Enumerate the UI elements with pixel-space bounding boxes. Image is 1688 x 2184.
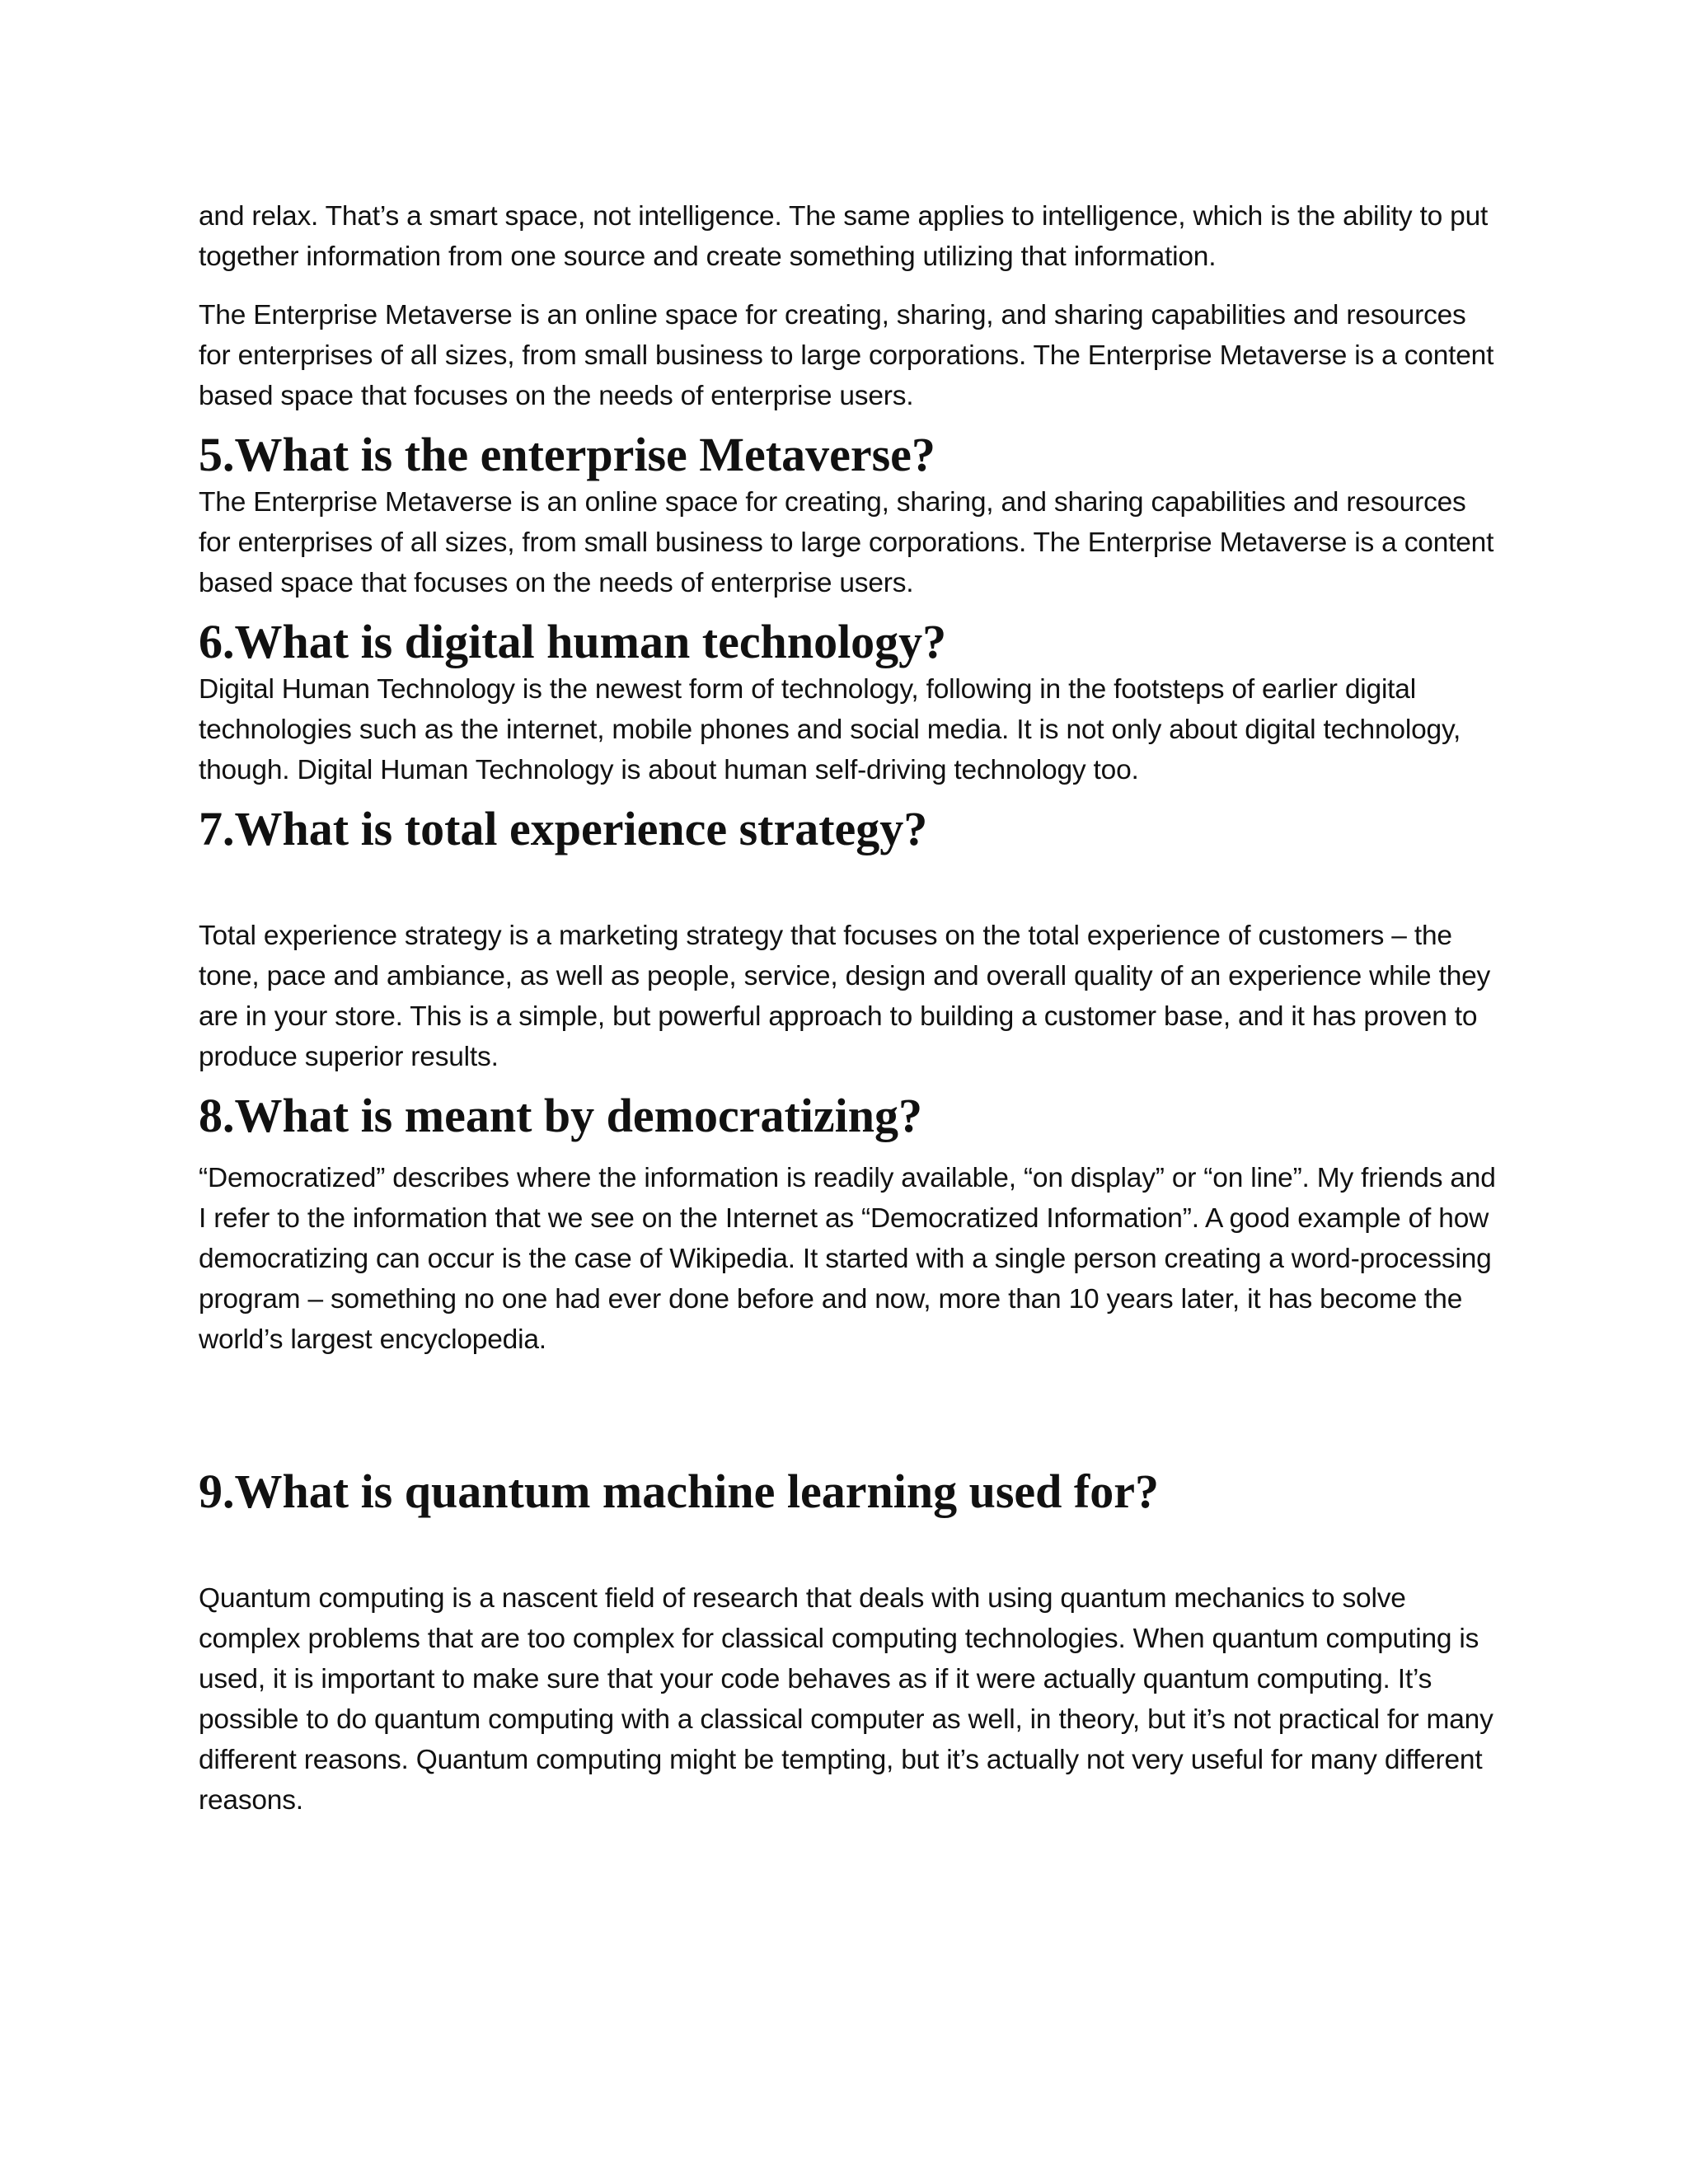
heading-q6-digital-human-technology: 6.What is digital human technology? (199, 615, 947, 668)
paragraph-q6-answer: Digital Human Technology is the newest form of technology, following in the footsteps of earlier digital technologies such as the internet, mobile phones and social media. It is not only about digital technology, though. Digital Human Technology is about human self-driving technology too. (199, 674, 1461, 785)
heading-q9-quantum-machine-learning: 9.What is quantum machine learning used for? (199, 1465, 1159, 1518)
paragraph-q7-answer: Total experience strategy is a marketing strategy that focuses on the total experience of customers – the tone, pace and ambiance, as well as people, service, design and overall quality of an experience while they are in your store. This is a simple, but powerful approach to building a customer base, and it has proven to produce superior results. (199, 921, 1491, 1072)
heading-q5-enterprise-metaverse: 5.What is the enterprise Metaverse? (199, 428, 935, 481)
paragraph-q5-answer: The Enterprise Metaverse is an online space for creating, sharing, and sharing capabilities and resources for enterprises of all sizes, from small business to large corporations. The Enterprise Metaverse is a content based space that focuses on the needs of enterprise users. (199, 487, 1494, 598)
paragraph-q9-answer: Quantum computing is a nascent field of research that deals with using quantum mechanics to solve complex problems that are too complex for classical computing technologies. When quantum computing is used, it is important to make sure that your code behaves as if it were actually quantum computing. It’s possible to do quantum computing with a classical computer as well, in theory, but it’s not practical for many different reasons. Quantum computing might be tempting, but it’s actually not very useful for many different reasons. (199, 1583, 1493, 1816)
paragraph-q8-answer: “Democratized” describes where the information is readily available, “on display” or “on line”. My friends and I refer to the information that we see on the Internet as “Democratized Information”. A good example of how democratizing can occur is the case of Wikipedia. It started with a single person creating a word-processing program – something no one had ever done before and now, more than 10 years later, it has become the world’s largest encyclopedia. (199, 1163, 1496, 1355)
paragraph-intro-smart-space: and relax. That’s a smart space, not intelligence. The same applies to intelligence, which is the ability to put together information from one source and create something utilizing that information. (199, 201, 1489, 272)
document-body (199, 196, 1501, 1839)
paragraph-enterprise-metaverse-intro: The Enterprise Metaverse is an online space for creating, sharing, and sharing capabilities and resources for enterprises of all sizes, from small business to large corporations. The Enterprise Metaverse is a content based space that focuses on the needs of enterprise users. (199, 300, 1494, 411)
heading-q8-democratizing: 8.What is meant by democratizing? (199, 1089, 922, 1142)
heading-q7-total-experience-strategy: 7.What is total experience strategy? (199, 802, 928, 855)
